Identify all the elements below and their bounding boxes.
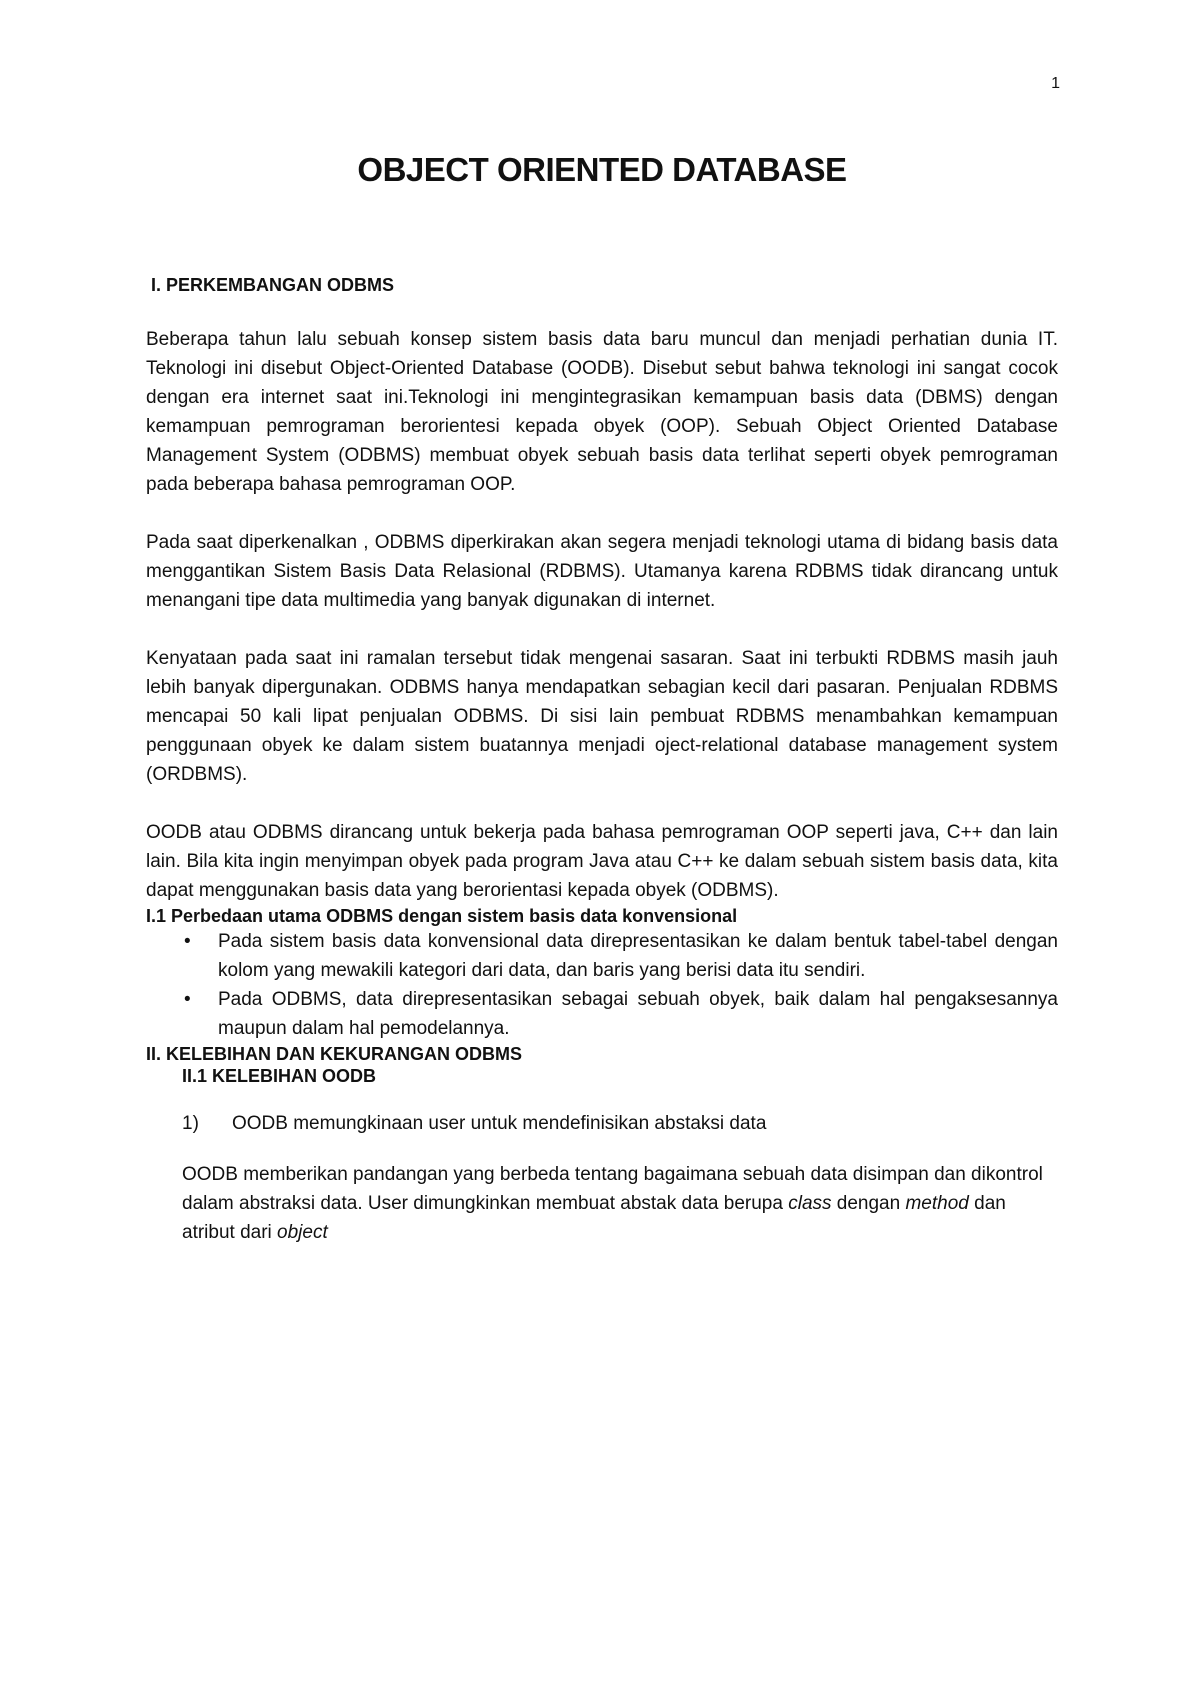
document-title: OBJECT ORIENTED DATABASE: [357, 151, 847, 188]
paragraph-2: Pada saat diperkenalkan , ODBMS diperkirakan akan segera menjadi teknologi utama di bidang basis data menggantikan Sistem Basis Data Relasional (RDBMS). Utamanya karena RDBMS tidak dirancang untuk menangani tipe data multimedia yang banyak digunakan di internet.: [146, 532, 1058, 611]
list-item: [146, 927, 1058, 985]
paragraph-text: OODB memberikan pandangan yang berbeda tentang bagaimana sebuah data disimpan dan dikontrol dalam abstraksi data. User dimungkinkan membuat abstak data berupa: [182, 1164, 1043, 1214]
paragraph-text: dan atribut dari: [182, 1193, 1006, 1243]
paragraph-oodb-abstraksi: [146, 1160, 1058, 1247]
numbered-item: [146, 1109, 1058, 1138]
list-item-text: Pada sistem basis data konvensional data direpresentasikan ke dalam bentuk tabel-tabel dengan kolom yang mewakili kategori dari data, dan baris yang berisi data itu sendiri.: [218, 931, 1058, 981]
list-item: [146, 985, 1058, 1043]
subsection-heading-perbedaan: I.1 Perbedaan utama ODBMS dengan sistem basis data konvensional: [146, 906, 738, 926]
italic-term-class: class: [788, 1193, 832, 1214]
paragraph-4: OODB atau ODBMS dirancang untuk bekerja pada bahasa pemrograman OOP seperti java, C++ dan lain lain. Bila kita ingin menyimpan obyek pada program Java atau C++ ke dalam sebuah sistem basis data, kita dapat menggunakan basis data yang berorientasi kepada obyek (ODBMS).: [146, 822, 1058, 901]
page-number: 1: [1051, 75, 1060, 92]
paragraph-text: dengan: [831, 1193, 906, 1214]
bullet-icon: •: [184, 931, 191, 952]
paragraph-3: Kenyataan pada saat ini ramalan tersebut tidak mengenai sasaran. Saat ini terbukti RDBMS masih jauh lebih banyak dipergunakan. ODBMS hanya mendapatkan sebagian kecil dari pasaran. Penjualan RDBMS mencapai 50 kali lipat penjualan ODBMS. Di sisi lain pembuat RDBMS menambahkan kemampuan penggunaan obyek ke dalam sistem buatannya menjadi oject-relational database management system (ORDBMS).: [146, 648, 1058, 785]
list-item-text: Pada ODBMS, data direpresentasikan sebagai sebuah obyek, baik dalam hal pengaksesannya maupun dalam hal pemodelannya.: [218, 989, 1058, 1039]
italic-term-object: object: [277, 1222, 328, 1243]
italic-term-method: method: [905, 1193, 969, 1214]
bullet-icon: •: [184, 989, 191, 1010]
section-heading-kelebihan-kekurangan: II. KELEBIHAN DAN KEKURANGAN ODBMS: [146, 1044, 523, 1064]
document-body: [146, 150, 1058, 1247]
section-heading-perkembangan: I. PERKEMBANGAN ODBMS: [151, 275, 395, 295]
paragraph-1: Beberapa tahun lalu sebuah konsep sistem basis data baru muncul dan menjadi perhatian dunia IT. Teknologi ini disebut Object-Oriented Database (OODB). Disebut sebut bahwa teknologi ini sangat cocok dengan era internet saat ini.Teknologi ini mengintegrasikan kemampuan basis data (DBMS) dengan kemampuan pemrograman berorientesi kepada obyek (OOP). Sebuah Object Oriented Database Management System (ODBMS) membuat obyek sebuah basis data terlihat seperti obyek pemrograman pada beberapa bahasa pemrograman OOP.: [146, 329, 1058, 495]
subsection-heading-kelebihan: II.1 KELEBIHAN OODB: [182, 1066, 377, 1086]
item-number: 1): [182, 1113, 199, 1134]
item-text: OODB memungkinaan user untuk mendefinisikan abstaksi data: [232, 1113, 767, 1134]
bullet-list: [146, 927, 1058, 1043]
